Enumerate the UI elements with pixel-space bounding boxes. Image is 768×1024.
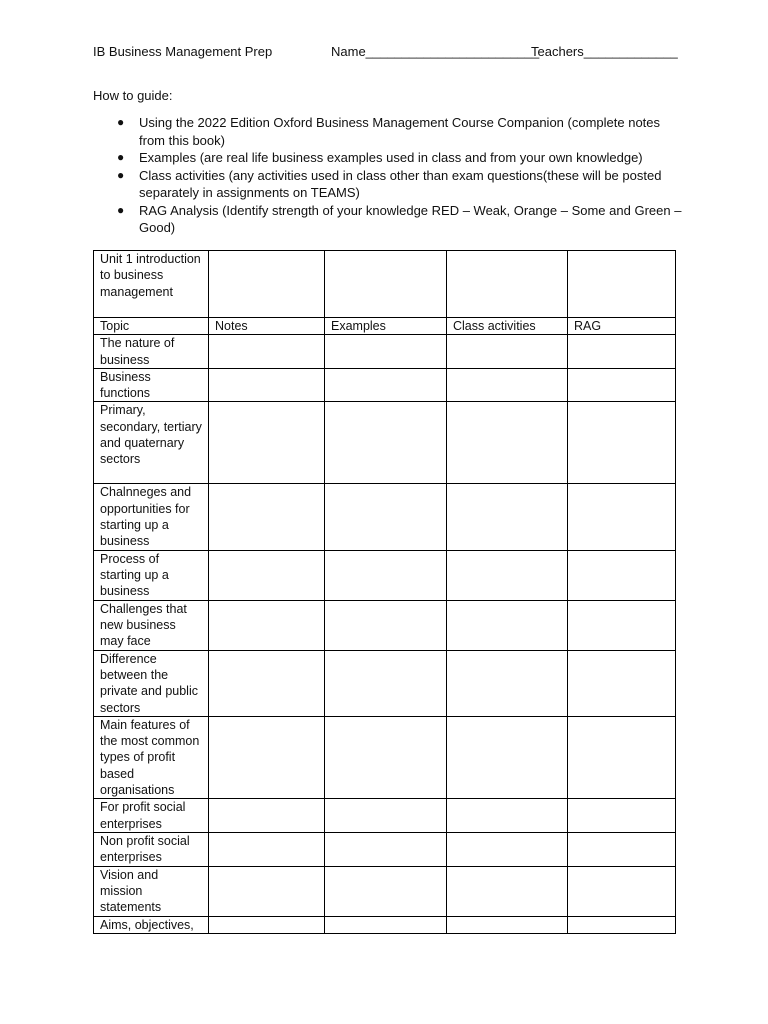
rag-cell[interactable] [568, 600, 676, 650]
bullet-icon: ● [117, 115, 125, 129]
guide-item [93, 114, 683, 149]
guide-item-text: Examples (are real life business examples used in class and from your own knowledge) [139, 150, 643, 165]
guide-item [93, 202, 683, 237]
topic-cell: The nature of business [94, 335, 209, 369]
class-activities-cell[interactable] [447, 484, 568, 550]
notes-cell[interactable] [209, 484, 325, 550]
rag-cell[interactable] [568, 799, 676, 833]
rag-cell[interactable] [568, 251, 676, 318]
examples-cell[interactable] [325, 916, 447, 933]
examples-cell[interactable] [325, 402, 447, 484]
examples-cell[interactable] [325, 251, 447, 318]
class-activities-cell[interactable] [447, 600, 568, 650]
guide-item [93, 167, 683, 202]
notes-cell[interactable] [209, 716, 325, 798]
topic-cell: Primary, secondary, tertiary and quaternary sectors [94, 402, 209, 484]
examples-cell[interactable] [325, 832, 447, 866]
rag-cell[interactable] [568, 335, 676, 369]
table-row [94, 335, 676, 369]
topic-cell: For profit social enterprises [94, 799, 209, 833]
name-field: Name________________________ [331, 44, 540, 59]
examples-cell[interactable] [325, 484, 447, 550]
guide-item-text: RAG Analysis (Identify strength of your knowledge RED – Weak, Orange – Some and Green – Good) [139, 202, 682, 235]
table-row [94, 650, 676, 716]
class-activities-cell[interactable] [447, 402, 568, 484]
examples-cell[interactable] [325, 716, 447, 798]
class-activities-cell[interactable] [447, 866, 568, 916]
table-row [94, 799, 676, 833]
rag-cell[interactable] [568, 650, 676, 716]
topic-cell: Challenges that new business may face [94, 600, 209, 650]
guide-heading: How to guide: [93, 88, 173, 103]
topic-cell: Non profit social enterprises [94, 832, 209, 866]
class-activities-cell[interactable] [447, 550, 568, 600]
guide-item-text: Using the 2022 Edition Oxford Business Management Course Companion (complete notes from this book) [139, 115, 661, 148]
topic-cell: Aims, objectives, [94, 916, 209, 933]
bullet-icon: ● [117, 167, 125, 182]
examples-cell[interactable] [325, 335, 447, 369]
class-activities-cell[interactable] [447, 799, 568, 833]
topics-table [93, 250, 676, 934]
notes-cell[interactable] [209, 335, 325, 369]
notes-cell[interactable] [209, 402, 325, 484]
header-topic: Topic [94, 318, 209, 335]
class-activities-cell[interactable] [447, 251, 568, 318]
notes-cell[interactable] [209, 251, 325, 318]
table-row [94, 402, 676, 484]
rag-cell[interactable] [568, 916, 676, 933]
topic-cell: Chalnneges and opportunities for starting up a business [94, 484, 209, 550]
table-row [94, 916, 676, 933]
class-activities-cell[interactable] [447, 832, 568, 866]
class-activities-cell[interactable] [447, 650, 568, 716]
examples-cell[interactable] [325, 550, 447, 600]
table-row [94, 866, 676, 916]
rag-cell[interactable] [568, 550, 676, 600]
table-row [94, 716, 676, 798]
topic-cell: Difference between the private and public sectors [94, 650, 209, 716]
table-row [94, 484, 676, 550]
examples-cell[interactable] [325, 368, 447, 402]
course-title: IB Business Management Prep [93, 44, 273, 59]
rag-cell[interactable] [568, 866, 676, 916]
guide-list [93, 114, 683, 237]
notes-cell[interactable] [209, 866, 325, 916]
bullet-icon: ● [117, 202, 125, 217]
header-class-activities: Class activities [447, 318, 568, 335]
class-activities-cell[interactable] [447, 716, 568, 798]
class-activities-cell[interactable] [447, 916, 568, 933]
header-examples: Examples [325, 318, 447, 335]
examples-cell[interactable] [325, 799, 447, 833]
header-notes: Notes [209, 318, 325, 335]
examples-cell[interactable] [325, 600, 447, 650]
table-row [94, 368, 676, 402]
table-row [94, 550, 676, 600]
examples-cell[interactable] [325, 866, 447, 916]
notes-cell[interactable] [209, 799, 325, 833]
topic-cell: Business functions [94, 368, 209, 402]
bullet-icon: ● [117, 150, 125, 164]
teachers-field: Teachers_____________ [531, 44, 678, 59]
header-row [94, 318, 676, 335]
notes-cell[interactable] [209, 916, 325, 933]
header-rag: RAG [568, 318, 676, 335]
notes-cell[interactable] [209, 832, 325, 866]
rag-cell[interactable] [568, 368, 676, 402]
table-row [94, 832, 676, 866]
rag-cell[interactable] [568, 484, 676, 550]
page-header [93, 43, 683, 61]
notes-cell[interactable] [209, 368, 325, 402]
class-activities-cell[interactable] [447, 368, 568, 402]
examples-cell[interactable] [325, 650, 447, 716]
rag-cell[interactable] [568, 402, 676, 484]
topic-cell: Vision and mission statements [94, 866, 209, 916]
unit-title-cell: Unit 1 introduction to business management [94, 251, 209, 318]
notes-cell[interactable] [209, 600, 325, 650]
notes-cell[interactable] [209, 550, 325, 600]
unit-title-row [94, 251, 676, 318]
table-row [94, 600, 676, 650]
rag-cell[interactable] [568, 832, 676, 866]
guide-item [93, 149, 683, 167]
topic-cell: Process of starting up a business [94, 550, 209, 600]
guide-item-text: Class activities (any activities used in class other than exam questions(these will be posted separately in assignments on TEAMS) [139, 167, 662, 200]
notes-cell[interactable] [209, 650, 325, 716]
rag-cell[interactable] [568, 716, 676, 798]
class-activities-cell[interactable] [447, 335, 568, 369]
topic-cell: Main features of the most common types of profit based organisations [94, 716, 209, 798]
